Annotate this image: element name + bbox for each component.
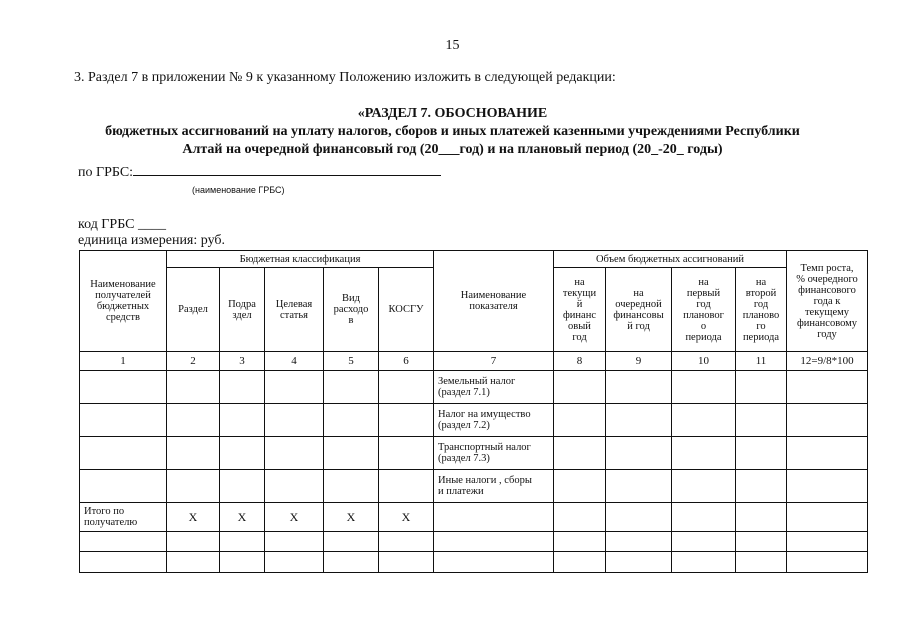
table-row <box>80 532 868 552</box>
empty-cell <box>434 552 554 573</box>
empty-cell <box>736 437 787 470</box>
empty-cell <box>80 404 167 437</box>
empty-cell <box>736 470 787 503</box>
empty-cell <box>672 437 736 470</box>
empty-cell <box>672 552 736 573</box>
empty-cell <box>220 371 265 404</box>
empty-cell <box>606 371 672 404</box>
empty-cell <box>265 470 324 503</box>
section-title: «РАЗДЕЛ 7. ОБОСНОВАНИЕ <box>357 106 548 121</box>
empty-cell <box>265 552 324 573</box>
header-indicator: Наименование показателя <box>434 251 554 352</box>
grbs-blank <box>133 163 441 176</box>
section-subtitle-line-1: бюджетных ассигнований на уплату налогов, сборов и иных платежей казенными учреждениями Республики <box>105 124 800 139</box>
grbs-caption: (наименование ГРБС) <box>192 185 285 195</box>
empty-cell <box>324 532 379 552</box>
empty-cell <box>265 371 324 404</box>
header-current-year: на текущи й финанс овый год <box>554 268 606 352</box>
empty-cell <box>220 552 265 573</box>
empty-cell <box>265 437 324 470</box>
empty-cell <box>554 503 606 532</box>
empty-cell <box>606 470 672 503</box>
empty-cell <box>787 371 868 404</box>
empty-cell <box>379 532 434 552</box>
empty-cell <box>787 532 868 552</box>
empty-cell <box>672 371 736 404</box>
empty-cell <box>167 532 220 552</box>
indicator-name: Транспортный налог (раздел 7.3) <box>434 437 554 470</box>
empty-cell <box>80 532 167 552</box>
empty-cell <box>324 437 379 470</box>
empty-cell <box>787 552 868 573</box>
header-kosgu: КОСГУ <box>379 268 434 352</box>
empty-cell <box>606 532 672 552</box>
empty-cell <box>787 437 868 470</box>
empty-cell <box>672 470 736 503</box>
column-number: 3 <box>220 352 265 371</box>
empty-cell <box>80 552 167 573</box>
x-mark: X <box>265 503 324 532</box>
empty-cell <box>167 404 220 437</box>
empty-cell <box>265 404 324 437</box>
empty-cell <box>606 503 672 532</box>
empty-cell <box>324 552 379 573</box>
indicator-name: Налог на имущество (раздел 7.2) <box>434 404 554 437</box>
column-number: 11 <box>736 352 787 371</box>
empty-cell <box>167 437 220 470</box>
total-label: Итого по получателю <box>80 503 167 532</box>
empty-cell <box>265 532 324 552</box>
empty-cell <box>554 470 606 503</box>
column-number: 4 <box>265 352 324 371</box>
empty-cell <box>787 470 868 503</box>
page-number: 15 <box>445 38 460 53</box>
empty-cell <box>554 532 606 552</box>
empty-cell <box>324 371 379 404</box>
header-expense-type: Вид расходо в <box>324 268 379 352</box>
empty-cell <box>672 532 736 552</box>
empty-cell <box>606 437 672 470</box>
empty-cell <box>787 404 868 437</box>
header-volume: Объем бюджетных ассигнований <box>554 251 787 268</box>
empty-cell <box>434 532 554 552</box>
empty-cell <box>554 371 606 404</box>
column-number: 7 <box>434 352 554 371</box>
header-subsection: Подра здел <box>220 268 265 352</box>
empty-cell <box>434 503 554 532</box>
header-target-article: Целевая статья <box>265 268 324 352</box>
header-section: Раздел <box>167 268 220 352</box>
table-row <box>80 470 868 503</box>
empty-cell <box>554 437 606 470</box>
empty-cell <box>554 552 606 573</box>
empty-cell <box>379 437 434 470</box>
header-growth-rate: Темп роста, % очередного финансового года к текущему финансовому году <box>787 251 868 352</box>
empty-cell <box>736 404 787 437</box>
indicator-name: Иные налоги , сборы и платежи <box>434 470 554 503</box>
empty-cell <box>220 532 265 552</box>
table-row <box>80 437 868 470</box>
table-row <box>80 371 868 404</box>
empty-cell <box>80 470 167 503</box>
empty-cell <box>167 371 220 404</box>
x-mark: X <box>324 503 379 532</box>
column-number: 2 <box>167 352 220 371</box>
total-row <box>80 503 868 532</box>
grbs-code-line: код ГРБС ____ <box>78 217 166 232</box>
x-mark: X <box>220 503 265 532</box>
section-subtitle-line-2: Алтай на очередной финансовый год (20___год) и на плановый период (20_-20_ годы) <box>182 142 723 157</box>
empty-cell <box>672 503 736 532</box>
empty-cell <box>324 470 379 503</box>
column-number: 10 <box>672 352 736 371</box>
empty-cell <box>736 503 787 532</box>
empty-cell <box>220 470 265 503</box>
unit-line: единица измерения: руб. <box>78 233 226 248</box>
table-body <box>80 251 868 573</box>
empty-cell <box>379 371 434 404</box>
grbs-line <box>78 163 441 181</box>
empty-cell <box>606 404 672 437</box>
empty-cell <box>672 404 736 437</box>
x-mark: X <box>167 503 220 532</box>
empty-cell <box>80 371 167 404</box>
empty-cell <box>554 404 606 437</box>
empty-cell <box>324 404 379 437</box>
empty-cell <box>80 437 167 470</box>
header-plan-year-1: на первый год плановог о периода <box>672 268 736 352</box>
empty-cell <box>379 404 434 437</box>
empty-cell <box>379 470 434 503</box>
indicator-name: Земельный налог (раздел 7.1) <box>434 371 554 404</box>
column-number: 12=9/8*100 <box>787 352 868 371</box>
budget-table <box>79 250 868 573</box>
column-number: 9 <box>606 352 672 371</box>
empty-cell <box>167 470 220 503</box>
column-number: 1 <box>80 352 167 371</box>
empty-cell <box>220 404 265 437</box>
empty-cell <box>379 552 434 573</box>
intro-paragraph: 3. Раздел 7 в приложении № 9 к указанному Положению изложить в следующей редакции: <box>74 70 616 85</box>
empty-cell <box>736 371 787 404</box>
header-next-year: на очередной финансовы й год <box>606 268 672 352</box>
empty-cell <box>167 552 220 573</box>
column-number: 8 <box>554 352 606 371</box>
column-number: 5 <box>324 352 379 371</box>
empty-cell <box>787 503 868 532</box>
empty-cell <box>220 437 265 470</box>
header-recipients: Наименование получателей бюджетных средств <box>80 251 167 352</box>
table-row <box>80 404 868 437</box>
empty-cell <box>606 552 672 573</box>
header-row-top <box>80 251 868 268</box>
column-number: 6 <box>379 352 434 371</box>
grbs-label: по ГРБС: <box>78 165 134 180</box>
empty-cell <box>736 552 787 573</box>
column-numbers-row <box>80 352 868 371</box>
table-row <box>80 552 868 573</box>
header-plan-year-2: на второй год планово го периода <box>736 268 787 352</box>
x-mark: X <box>379 503 434 532</box>
header-classification: Бюджетная классификация <box>167 251 434 268</box>
empty-cell <box>736 532 787 552</box>
